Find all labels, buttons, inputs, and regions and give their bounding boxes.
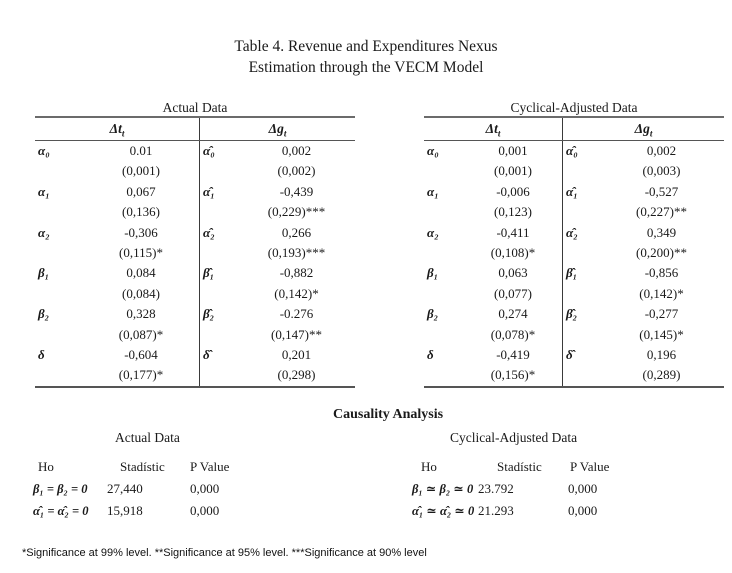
param-label: δ — [38, 346, 45, 362]
estimate-value: 0,002 — [281, 143, 312, 158]
statistic-value: 21.293 — [478, 503, 514, 518]
statistic-value: 15,918 — [107, 503, 143, 518]
column-header-dt-sub: t — [497, 128, 501, 139]
estimate-value: 0,196 — [646, 346, 677, 362]
hypothesis-label: β₁ ≃ β₂ ≃ 0 — [412, 482, 474, 496]
param-label-hat: β̂₂ — [566, 306, 578, 322]
column-header-dg-base: Δg — [268, 121, 284, 136]
estimate-cell — [238, 304, 355, 345]
estimate-cell — [83, 263, 200, 304]
vecm-row — [424, 182, 724, 223]
causality-panel-label-cyclical: Cyclical-Adjusted Data — [450, 430, 578, 445]
col-header-statistic: Stadístic — [497, 459, 542, 474]
estimate-value: 0,266 — [281, 224, 312, 240]
p-value: 0,000 — [568, 503, 598, 518]
estimate-value: 0,001 — [498, 143, 528, 158]
vecm-row — [424, 345, 724, 386]
estimate-cell — [83, 141, 200, 182]
param-label-hat: α̂₂ — [203, 224, 215, 240]
estimate-value: -0,882 — [279, 265, 314, 281]
vecm-column-headers — [424, 118, 724, 141]
column-header-dg — [200, 118, 355, 140]
param-label: α₁ — [38, 183, 50, 199]
std-error: (0,142)* — [274, 285, 319, 301]
estimate-cell — [83, 182, 200, 223]
column-header-dg-sub: t — [283, 128, 287, 139]
std-error: (0,142)* — [639, 285, 684, 301]
vecm-table-header: Cyclical-Adjusted Data — [424, 100, 724, 118]
param-label: α₂ — [427, 224, 439, 240]
std-error: (0,177)* — [118, 367, 164, 383]
estimate-cell — [238, 182, 355, 223]
col-header-p-value: P Value — [570, 459, 610, 474]
estimate-value: -0,306 — [124, 224, 158, 240]
estimate-value: 0,063 — [498, 265, 528, 281]
std-error: (0,108)* — [490, 244, 536, 260]
param-label: α₂ — [38, 224, 50, 240]
estimate-cell — [599, 223, 724, 264]
std-error: (0,147)** — [271, 326, 322, 342]
param-label: α₀ — [427, 143, 439, 158]
estimate-value: -0,439 — [279, 183, 314, 199]
param-label-hat: α̂₀ — [203, 143, 215, 158]
std-error: (0,289) — [642, 367, 681, 383]
table-title — [0, 36, 732, 78]
estimate-value: 0,201 — [281, 346, 312, 362]
param-label-hat: α̂₁ — [203, 183, 215, 199]
col-header-ho: Ho — [421, 459, 437, 474]
estimate-cell — [83, 304, 200, 345]
hypothesis-label: α̂₁ = α̂₂ = 0 — [33, 504, 89, 518]
std-error: (0,115)* — [119, 244, 163, 260]
std-error: (0,123) — [494, 204, 532, 220]
std-error: (0,136) — [122, 204, 160, 220]
vecm-body-1 — [424, 141, 724, 388]
vecm-body-0 — [35, 141, 355, 388]
param-label-hat: β̂₂ — [203, 306, 215, 322]
p-value: 0,000 — [190, 481, 220, 496]
std-error: (0,001) — [122, 163, 160, 179]
estimate-value: -0,277 — [644, 306, 679, 322]
column-header-dg-sub: t — [649, 128, 653, 139]
param-label: β₁ — [38, 265, 50, 281]
estimate-cell — [238, 263, 355, 304]
param-label-hat: δ̂ — [203, 346, 210, 362]
param-label-hat: β̂₁ — [566, 265, 578, 281]
column-header-dg-base: Δg — [634, 121, 650, 136]
table-title-line2: Estimation through the VECM Model — [248, 59, 484, 76]
estimate-cell — [83, 345, 200, 386]
column-header-dt-base: Δt — [485, 121, 498, 136]
estimate-cell — [238, 141, 355, 182]
hypothesis-label: β₁ = β₂ = 0 — [33, 482, 88, 496]
std-error: (0,298) — [277, 367, 316, 383]
std-error: (0,156)* — [490, 367, 536, 383]
estimate-value: -0,419 — [496, 346, 530, 362]
estimate-value: -0,006 — [496, 183, 530, 199]
param-label: α₁ — [427, 183, 439, 199]
statistic-value: 27,440 — [107, 481, 143, 496]
table-title-line1: Table 4. Revenue and Expenditures Nexus — [234, 38, 498, 55]
causality-panel-label-actual: Actual Data — [115, 430, 180, 445]
estimate-value: -0.276 — [279, 306, 314, 322]
statistic-value: 23.792 — [478, 481, 514, 496]
std-error: (0,084) — [122, 285, 160, 301]
estimate-cell — [238, 345, 355, 386]
param-label: β₂ — [38, 306, 50, 322]
column-header-dt-sub: t — [121, 128, 125, 139]
estimate-cell — [599, 182, 724, 223]
significance-footnote: *Significance at 99% level. **Significance at 95% level. ***Significance at 90% level — [22, 547, 427, 559]
param-label-hat: β̂₁ — [203, 265, 215, 281]
std-error: (0,227)** — [636, 204, 687, 220]
estimate-cell — [599, 345, 724, 386]
std-error: (0,229)*** — [267, 204, 326, 220]
column-header-dt — [35, 118, 200, 140]
estimate-value: 0.01 — [129, 143, 153, 158]
causality-grid-1 — [412, 456, 638, 522]
estimate-cell — [464, 304, 563, 345]
std-error: (0,087)* — [118, 326, 164, 342]
col-header-ho: Ho — [38, 459, 54, 474]
estimate-cell — [464, 141, 563, 182]
std-error: (0,001) — [494, 163, 532, 179]
col-header-statistic: Stadístic — [120, 459, 165, 474]
vecm-row — [424, 141, 724, 182]
vecm-row — [35, 182, 355, 223]
estimate-value: 0,349 — [646, 224, 677, 240]
vecm-row — [35, 223, 355, 264]
std-error: (0,193)*** — [267, 244, 326, 260]
param-label: β₂ — [427, 306, 439, 322]
estimate-cell — [464, 223, 563, 264]
estimate-value: -0,527 — [644, 183, 679, 199]
std-error: (0,200)** — [636, 244, 687, 260]
param-label: β₁ — [427, 265, 439, 281]
estimate-cell — [464, 182, 563, 223]
std-error: (0,078)* — [490, 326, 536, 342]
vecm-table-cyclical — [424, 100, 724, 388]
estimate-cell — [238, 223, 355, 264]
std-error: (0,077) — [494, 285, 532, 301]
estimate-value: 0,084 — [126, 265, 156, 281]
vecm-row — [35, 345, 355, 386]
vecm-table-header: Actual Data — [35, 100, 355, 118]
param-label-hat: α̂₂ — [566, 224, 578, 240]
param-label-hat: δ̂ — [566, 346, 573, 362]
std-error: (0,145)* — [639, 326, 684, 342]
col-header-p-value: P Value — [190, 459, 230, 474]
column-header-dt-base: Δt — [109, 121, 122, 136]
estimate-value: -0,856 — [644, 265, 679, 281]
estimate-value: -0,411 — [496, 224, 530, 240]
estimate-cell — [599, 304, 724, 345]
param-label-hat: α̂₀ — [566, 143, 578, 158]
causality-section-title: Causality Analysis — [333, 407, 444, 422]
std-error: (0,003) — [642, 163, 681, 179]
vecm-row — [35, 304, 355, 345]
estimate-cell — [599, 141, 724, 182]
vecm-row — [424, 263, 724, 304]
param-label: α₀ — [38, 143, 50, 158]
causality-grid-0 — [33, 456, 260, 522]
column-header-dt — [424, 118, 563, 140]
estimate-cell — [599, 263, 724, 304]
estimate-cell — [464, 263, 563, 304]
estimate-value: -0,604 — [124, 346, 158, 362]
vecm-row — [424, 223, 724, 264]
estimate-cell — [464, 345, 563, 386]
p-value: 0,000 — [190, 503, 220, 518]
estimate-value: 0,067 — [126, 183, 156, 199]
vecm-row — [35, 263, 355, 304]
param-label: δ — [427, 346, 434, 362]
vecm-row — [424, 304, 724, 345]
estimate-value: 0,002 — [646, 143, 677, 158]
estimate-value: 0,328 — [126, 306, 156, 322]
hypothesis-label: α̂₁ ≃ α̂₂ ≃ 0 — [412, 504, 475, 518]
estimate-cell — [83, 223, 200, 264]
vecm-column-headers — [35, 118, 355, 141]
column-header-dg — [563, 118, 724, 140]
estimate-value: 0,274 — [498, 306, 528, 322]
p-value: 0,000 — [568, 481, 598, 496]
vecm-row — [35, 141, 355, 182]
param-label-hat: α̂₁ — [566, 183, 578, 199]
vecm-table-actual — [35, 100, 355, 388]
std-error: (0,002) — [277, 163, 316, 179]
